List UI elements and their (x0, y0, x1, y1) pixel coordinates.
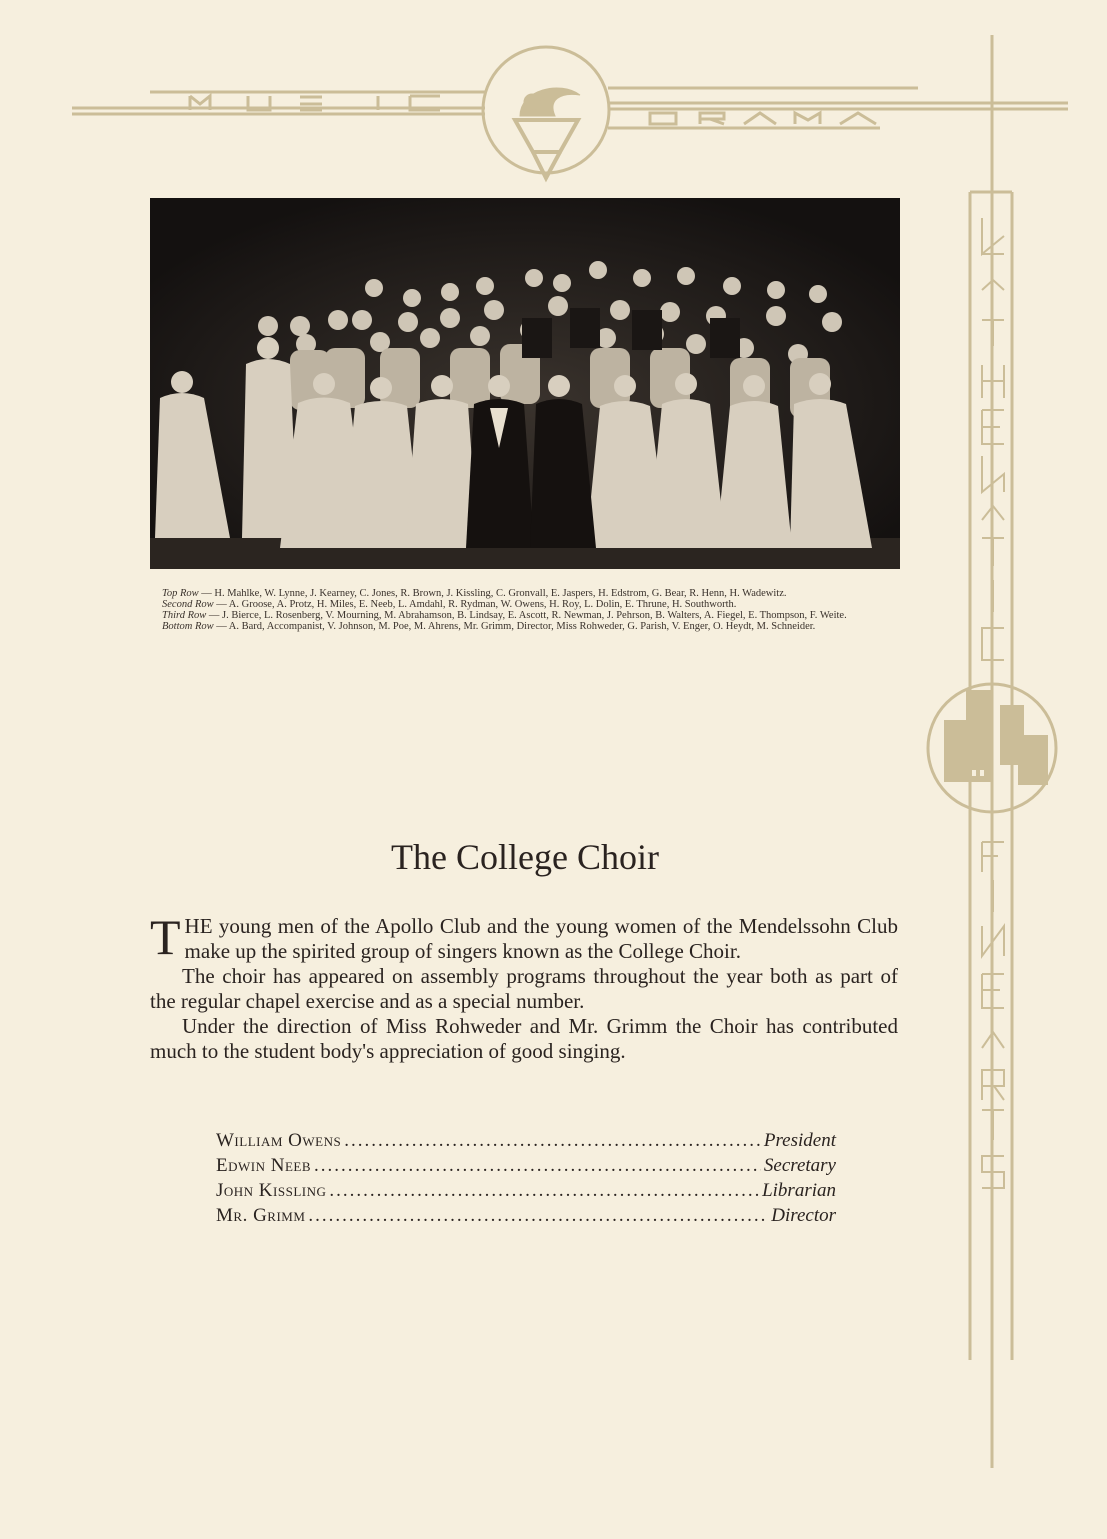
caption-second-row: Second Row — A. Groose, A. Protz, H. Miles, E. Neeb, L. Amdahl, R. Rydman, W. Owens, H. Roy, L. Dolin, E. Thrune, H. Southworth. (162, 599, 737, 610)
officer-row: John Kissling ..... Librarian (216, 1178, 836, 1203)
choir-group-photo (150, 198, 900, 569)
officer-row: William Owens ..... President (216, 1128, 836, 1153)
officers-list (216, 1128, 836, 1228)
caption-third-row: Third Row — J. Bierce, L. Rosenberg, V. Mourning, M. Abrahamson, B. Lindsay, E. Ascott, R. Newman, J. Pehrson, B. Walters, A. Fiegel, E. Thompson, F. Weite. (162, 610, 847, 621)
skyline-icon (944, 690, 1048, 785)
torch-icon (515, 88, 580, 178)
paragraph-1: THE young men of the Apollo Club and the young women of the Mendelssohn Club make up the spirited group of singers known as the College Choir. (150, 909, 898, 965)
caption-bottom-row: Bottom Row — A. Bard, Accompanist, V. Johnson, M. Poe, M. Ahrens, Mr. Grimm, Director, Miss Rohweder, G. Parish, V. Enger, O. Heydt, M. Schneider. (162, 621, 816, 632)
paragraph-3: Under the direction of Miss Rohweder and Mr. Grimm the Choir has contributed much to the student body's appreciation of good singing. (150, 1014, 898, 1063)
photo-caption (162, 588, 892, 632)
paragraph-2: The choir has appeared on assembly programs throughout the year both as part of the regular chapel exercise and as a special number. (150, 964, 898, 1013)
officer-row: Mr. Grimm ..... Director (216, 1203, 836, 1228)
page-title: The College Choir (391, 837, 659, 877)
article-body (150, 909, 898, 1064)
caption-top-row: Top Row — H. Mahlke, W. Lynne, J. Kearney, C. Jones, R. Brown, J. Kissling, C. Gronvall, E. Jaspers, H. Edstrom, G. Bear, R. Henn, H. Wadewitz. (162, 588, 787, 599)
drop-cap: T (150, 909, 181, 965)
officer-row: Edwin Neeb ..... Secretary (216, 1153, 836, 1178)
